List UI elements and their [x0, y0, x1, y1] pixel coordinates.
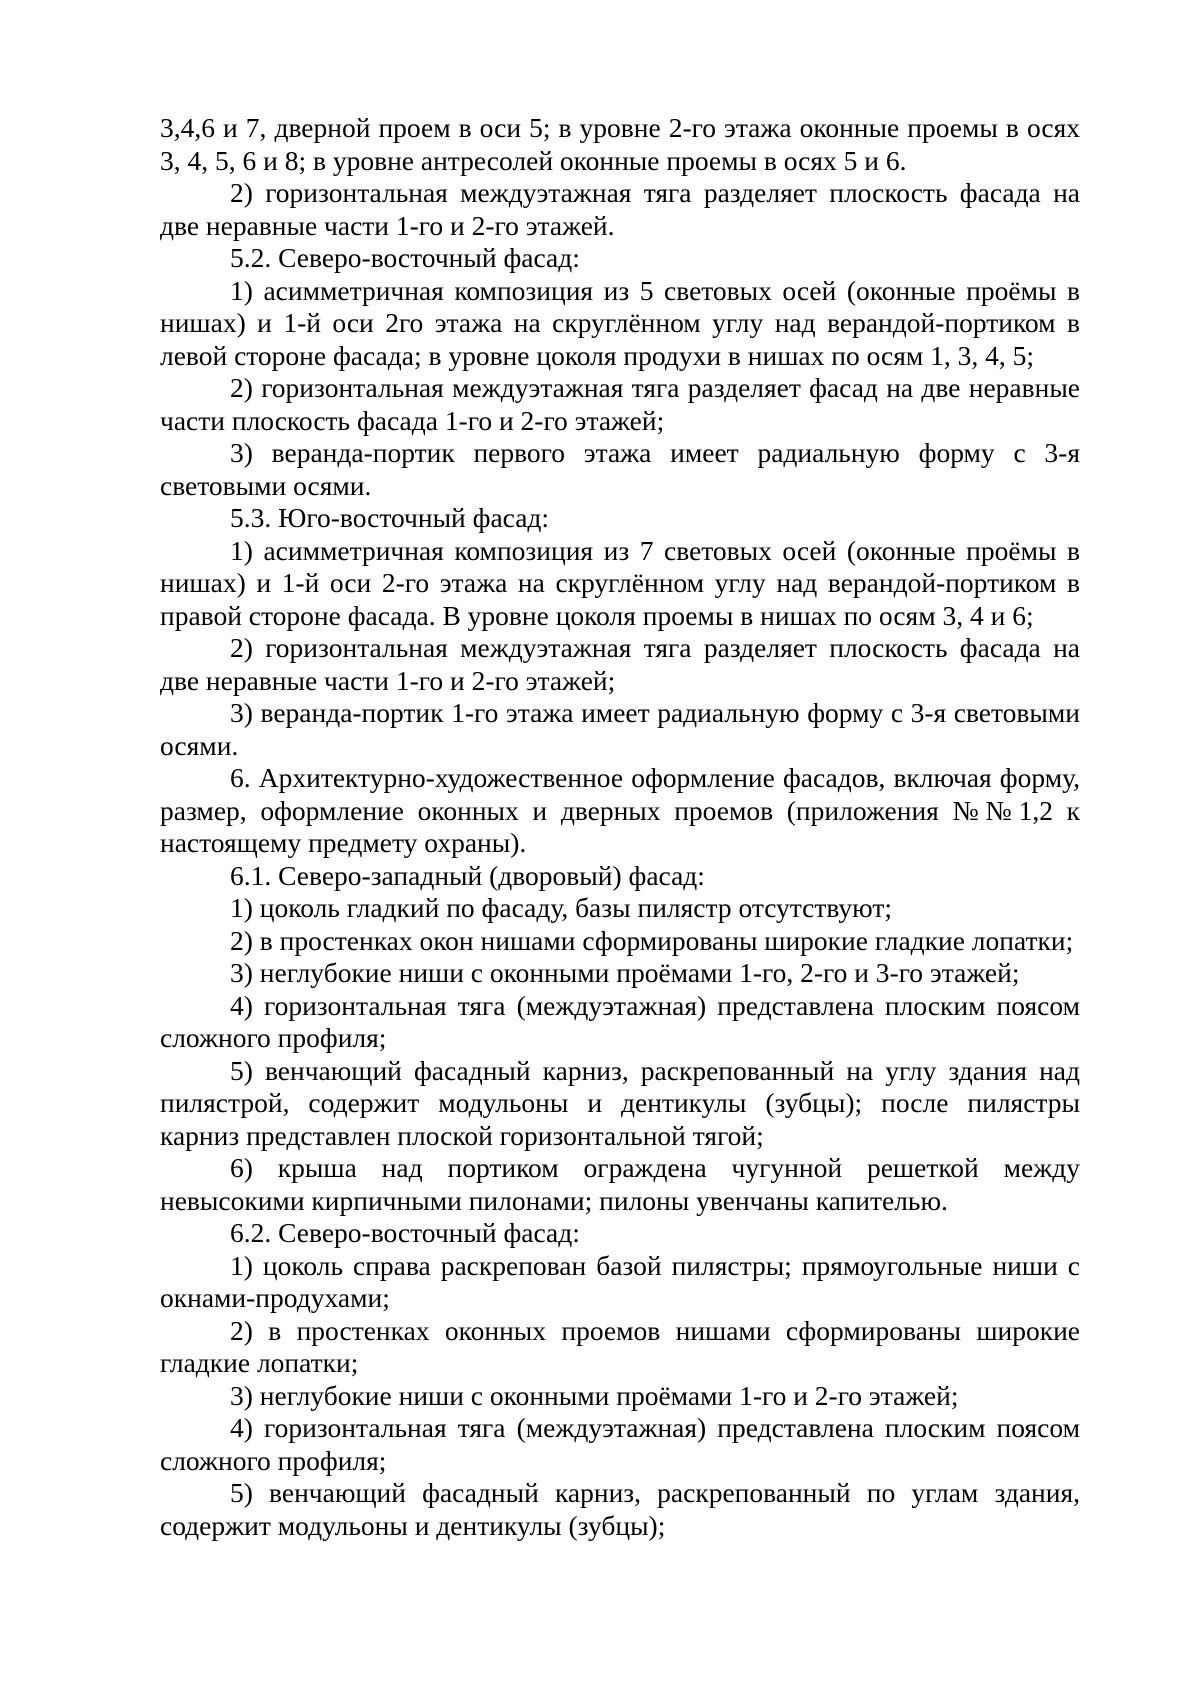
paragraph-6-2-item-3: 3) неглубокие ниши с оконными проёмами 1-го и 2-го этажей;: [230, 1379, 959, 1411]
heading-6-1: 6.1. Северо-западный (дворовый) фасад:: [230, 859, 705, 891]
heading-5-3: 5.3. Юго-восточный фасад:: [230, 502, 550, 533]
paragraph-5-3-item-1: 1) асимметричная композиция из 7 световых осей (оконные проёмы в нишах) и 1-й оси 2-го этажа на скруглённом углу над верандой-портиком в правой стороне фасада. В уровне цоколя проемы в нишах по осям 3, 4 и 6;: [160, 534, 1080, 631]
paragraph-6-1-item-6: 6) крыша над портиком ограждена чугунной решеткой между невысокими кирпичными пилонами; пилоны увенчаны капителью.: [160, 1152, 1080, 1216]
paragraph-6-1-item-1: 1) цоколь гладкий по фасаду, базы пилястр отсутствуют;: [230, 892, 893, 923]
heading-5-2: 5.2. Северо-восточный фасад:: [230, 242, 580, 273]
paragraph-5-2-item-2: 2) горизонтальная междуэтажная тяга разделяет фасад на две неравные части плоскость фасада 1-го и 2-го этажей;: [160, 372, 1080, 436]
paragraph-6-1-item-2: 2) в простенках окон нишами сформированы широкие гладкие лопатки;: [230, 924, 1074, 956]
paragraph-6-2-item-2: 2) в простенках оконных проемов нишами сформированы широкие гладкие лопатки;: [160, 1314, 1080, 1378]
paragraph-5-3-item-3: 3) веранда-портик 1-го этажа имеет радиальную форму с 3-я световыми осями.: [160, 697, 1080, 761]
heading-6-2: 6.2. Северо-восточный фасад:: [230, 1217, 580, 1248]
paragraph-5-1-item-2: 2) горизонтальная междуэтажная тяга разделяет плоскость фасада на две неравные части 1-го и 2-го этажей.: [160, 177, 1080, 241]
paragraph-6-2-item-5: 5) венчающий фасадный карниз, раскрепованный по углам здания, содержит модульоны и дентикулы (зубцы);: [160, 1477, 1080, 1541]
paragraph-5-2-item-3: 3) веранда-портик первого этажа имеет радиальную форму с 3-я световыми осями.: [160, 437, 1080, 501]
paragraph-6-1-item-3: 3) неглубокие ниши с оконными проёмами 1-го, 2-го и 3-го этажей;: [230, 957, 1020, 988]
paragraph-5-2-item-1: 1) асимметричная композиция из 5 световых осей (оконные проёмы в нишах) и 1-й оси 2го этажа на скруглённом углу над верандой-портиком в левой стороне фасада; в уровне цоколя продухи в нишах по осям 1, 3, 4, 5;: [160, 274, 1080, 371]
paragraph-6-2-item-1: 1) цоколь справа раскрепован базой пилястры; прямоугольные ниши с окнами-продухами;: [160, 1249, 1080, 1313]
paragraph-continuation: 3,4,6 и 7, дверной проем в оси 5; в уровне 2-го этажа оконные проемы в осях 3, 4, 5, 6 и 8; в уровне антресолей оконные проемы в осях 5 и 6.: [160, 112, 1080, 176]
paragraph-6-1-item-5: 5) венчающий фасадный карниз, раскрепованный на углу здания над пилястрой, содержит модульоны и дентикулы (зубцы); после пилястры карниз представлен плоской горизонтальной тягой;: [160, 1054, 1080, 1151]
heading-6: 6. Архитектурно-художественное оформление фасадов, включая форму, размер, оформление оконных и дверных проемов (приложения №№1,2 к настоящему предмету охраны).: [160, 762, 1080, 858]
paragraph-6-1-item-4: 4) горизонтальная тяга (междуэтажная) представлена плоским поясом сложного профиля;: [160, 989, 1080, 1053]
paragraph-5-3-item-2: 2) горизонтальная междуэтажная тяга разделяет плоскость фасада на две неравные части 1-го и 2-го этажей;: [160, 632, 1080, 696]
document-page: [160, 112, 1080, 1542]
paragraph-6-2-item-4: 4) горизонтальная тяга (междуэтажная) представлена плоским поясом сложного профиля;: [160, 1412, 1080, 1476]
